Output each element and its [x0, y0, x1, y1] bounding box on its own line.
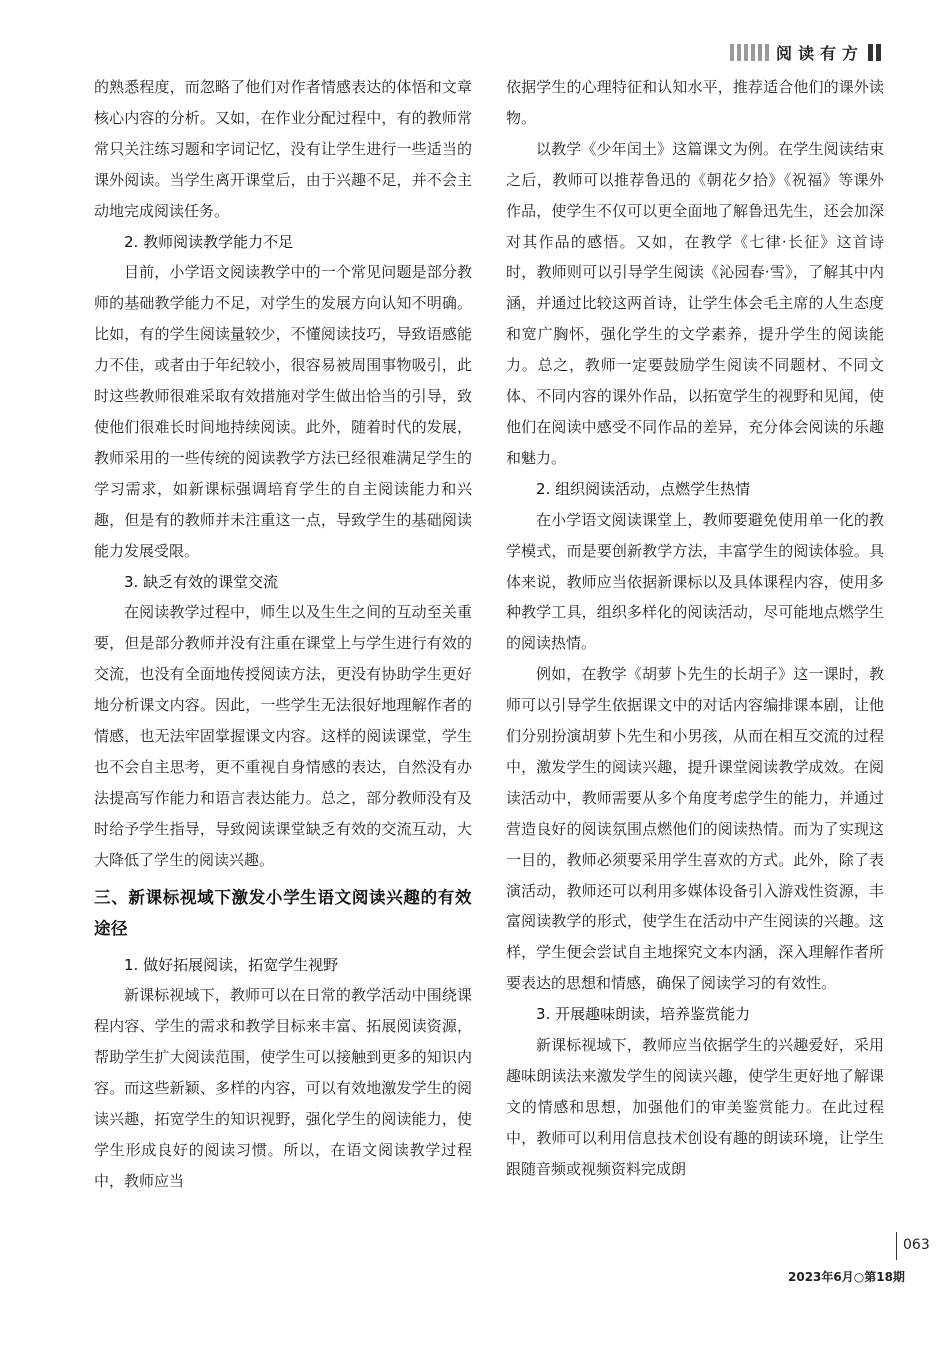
paragraph: 例如，在教学《胡萝卜先生的长胡子》这一课时，教师可以引导学生依据课文中的对话内容编排课本剧，让他们分别扮演胡萝卜先生和小男孩，从而在相互交流的过程中，激发学生的阅读兴趣，提升课堂阅读教学成效。在阅读活动中，教师需要从多个角度考虑学生的能力，并通过营造良好的阅读氛围点燃他们的阅读热情。而为了实现这一目的，教师必须要采用学生喜欢的方式。此外，除了表演活动，教师还可以利用多媒体设备引入游戏性资源，丰富阅读教学的形式，使学生在活动中产生阅读的兴趣。这样，学生便会尝试自主地探究文本内涵，深入理解作者所要表达的思想和情感，确保了阅读学习的有效性。: [506, 665, 884, 993]
paragraph: 目前，小学语文阅读教学中的一个常见问题是部分教师的基础教学能力不足，对学生的发展方向认知不明确。比如，有的学生阅读量较少，不懂阅读技巧，导致语感能力不佳，或者由于年纪较小，很容易被周围事物吸引，此时这些教师很难采取有效措施对学生做出恰当的引导，致使他们很难长时间地持续阅读。此外，随着时代的发展，教师采用的一些传统的阅读教学方法已经很难满足学生的学习需求，如新课标强调培育学生的自主阅读能力和兴趣，但是有的教师并未注重这一点，导致学生的基础阅读能力发展受限。: [94, 263, 472, 560]
header-end-bars-decoration: [868, 44, 881, 61]
page-number-box: [896, 1232, 947, 1260]
right-column: [506, 72, 884, 1185]
issue-info: 2023年6月○第18期: [788, 1270, 905, 1284]
section-heading: 三、新课标视域下激发小学生语文阅读兴趣的有效途径: [94, 887, 472, 938]
column-title: 阅读有方: [776, 44, 865, 63]
paragraph: 新课标视域下，教师应当依据学生的兴趣爱好，采用趣味朗读法来激发学生的阅读兴趣，使学生更好地了解课文的情感和思想，加强他们的审美鉴赏能力。在此过程中，教师可以利用信息技术创设有趣的朗读环境，让学生跟随音频或视频资料完成朗: [506, 1036, 884, 1178]
paragraph: 新课标视域下，教师可以在日常的教学活动中围绕课程内容、学生的需求和教学目标来丰富、拓展阅读资源，帮助学生扩大阅读范围，使学生可以接触到更多的知识内容。而这些新颖、多样的内容，可以有效地激发学生的阅读兴趣，拓宽学生的知识视野，强化学生的阅读能力，使学生形成良好的阅读习惯。所以，在语文阅读教学过程中，教师应当: [94, 986, 472, 1190]
paragraph: 以教学《少年闰土》这篇课文为例。在学生阅读结束之后，教师可以推荐鲁迅的《朝花夕拾》《祝福》等课外作品，使学生不仅可以更全面地了解鲁迅先生，还会加深对其作品的感悟。又如，在教学《七律·长征》这首诗时，教师则可以引导学生阅读《沁园春·雪》，了解其中内涵，并通过比较这两首诗，让学生体会毛主席的人生态度和宽广胸怀，强化学生的文学素养，提升学生的阅读能力。总之，教师一定要鼓励学生阅读不同题材、不同文体、不同内容的课外作品，以拓宽学生的视野和见闻，使他们在阅读中感受不同作品的差异，充分体会阅读的乐趣和魅力。: [506, 139, 884, 467]
subsection-heading: 3. 开展趣味朗读，培养鉴赏能力: [536, 1005, 751, 1024]
subsection-heading: 2. 组织阅读活动，点燃学生热情: [536, 479, 751, 498]
subsection-heading: 1. 做好拓展阅读，拓宽学生视野: [124, 955, 339, 974]
subsection-heading: 2. 教师阅读教学能力不足: [124, 232, 294, 251]
running-header: [730, 40, 920, 66]
paragraph: 在阅读教学过程中，师生以及生生之间的互动至关重要，但是部分教师并没有注重在课堂上与学生进行有效的交流，也没有全面地传授阅读方法，更没有协助学生更好地分析课文内容。因此，一些学生无法很好地理解作者的情感，也无法牢固掌握课文内容。这样的阅读课堂，学生也不会自主思考，更不重视自身情感的表达，自然没有办法提高写作能力和语言表达能力。总之，部分教师没有及时给予学生指导，导致阅读课堂缺乏有效的交流互动，大大降低了学生的阅读兴趣。: [94, 603, 472, 869]
paragraph: 在小学语文阅读课堂上，教师要避免使用单一化的教学模式，而是要创新教学方法，丰富学生的阅读体验。具体来说，教师应当依据新课标以及具体课程内容，使用多种教学工具，组织多样化的阅读活动，尽可能地点燃学生的阅读热情。: [506, 510, 884, 653]
left-column: [94, 72, 472, 1197]
subsection-heading: 3. 缺乏有效的课堂交流: [124, 572, 279, 591]
paragraph: 依据学生的心理特征和认知水平，推荐适合他们的课外读物。: [506, 78, 884, 127]
page-number: 063: [903, 1237, 930, 1253]
paragraph: 的熟悉程度，而忽略了他们对作者情感表达的体悟和文章核心内容的分析。又如，在作业分配过程中，有的教师常常只关注练习题和字词记忆，没有让学生进行一些适当的课外阅读。当学生离开课堂后，由于兴趣不足，并不会主动地完成阅读任务。: [94, 78, 472, 220]
header-bars-decoration: [730, 44, 769, 61]
